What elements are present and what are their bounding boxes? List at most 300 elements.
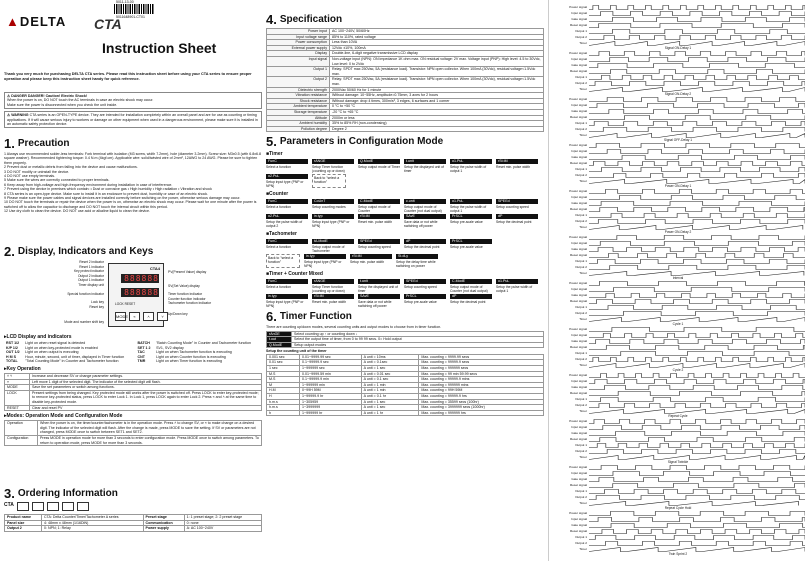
- signal-label: Gate signal: [571, 385, 587, 389]
- model-label: CTA4: [149, 266, 160, 271]
- signal-row: [551, 344, 805, 350]
- chart-caption: Cycle 2: [672, 368, 684, 372]
- signal-row: [551, 56, 805, 62]
- signal-row: [551, 22, 805, 28]
- signal-label: Reset signal: [569, 483, 587, 487]
- signal-waveform: [589, 477, 805, 482]
- signal-row: [551, 102, 805, 108]
- callout-label: PV(Present Value) display: [168, 270, 207, 274]
- signal-waveform: [589, 29, 805, 34]
- signal-label: Output 2: [575, 35, 587, 39]
- table-row: rAnGE Select counting up ↑ or counting down ↓: [267, 331, 544, 337]
- signal-waveform: [589, 41, 805, 46]
- timing-chart: [551, 280, 805, 326]
- timing-chart: [551, 142, 805, 188]
- signal-label: Timer: [579, 271, 587, 275]
- signal-waveform: [589, 253, 805, 258]
- signal-row: [551, 494, 805, 500]
- signal-label: Timer: [579, 547, 587, 551]
- ordering-table: [4, 514, 262, 532]
- table-row: OUT 1/2 Light on when output is executing TAC Light on when Tachometer function is executing: [6, 350, 232, 355]
- signal-waveform: [589, 109, 805, 114]
- order-box: [77, 502, 89, 511]
- signal-label: Gate signal: [571, 155, 587, 159]
- signal-waveform: [589, 529, 805, 534]
- signal-label: Output 2: [575, 541, 587, 545]
- signal-row: [551, 172, 805, 178]
- signal-waveform: [589, 133, 805, 138]
- chart-caption: Repeat Cycle Hold: [664, 506, 692, 510]
- table-row: 0.001 sec 0.01~9999.99 sec A unit = 10ms Max. counting = 9999.99 secs: [267, 354, 544, 360]
- signal-label: Gate signal: [571, 247, 587, 251]
- param-node: C.ModE Setup output mode of Counter: [358, 199, 400, 213]
- signal-row: [551, 476, 805, 482]
- table-row: h 1~999999 hr A unit = 1 hr Max. counting = 999999 hrs: [267, 410, 544, 416]
- table-row: Product name CTA: Delta Counter/Timer/Tachometer A series Preset stage 1: 1 preset stage; 2: 2 preset stage: [5, 515, 262, 521]
- signal-waveform: [589, 219, 805, 224]
- signal-row: [551, 34, 805, 40]
- param-node: in.typ Setup input type (PNP or NPN): [266, 294, 308, 308]
- signal-waveform: [589, 265, 805, 270]
- signal-row: [551, 68, 805, 74]
- signal-waveform: [589, 173, 805, 178]
- signal-row: [551, 534, 805, 540]
- timing-chart: [551, 464, 805, 510]
- param-node: o1.PuL Setup the pulse width of output 1: [496, 279, 538, 293]
- signal-waveform: [589, 35, 805, 40]
- signal-waveform: [589, 311, 805, 316]
- timer-flow: [266, 159, 544, 173]
- table-row: Q.ModE Setup output modes: [267, 342, 544, 348]
- param-node: C.ModE Setup output mode of Counter (not dual output): [450, 279, 492, 293]
- danger-title: DANGER! Caution! Electric Shock!: [27, 94, 88, 98]
- signal-label: Input signal: [571, 287, 587, 291]
- signal-label: Output 2: [575, 311, 587, 315]
- signal-row: [551, 326, 805, 332]
- param-node: PrSCL Setup pre-scale value: [450, 214, 492, 228]
- signal-waveform: [589, 379, 805, 384]
- signal-waveform: [589, 471, 805, 476]
- signal-label: Reset signal: [569, 207, 587, 211]
- shift-key[interactable]: «: [129, 312, 140, 321]
- signal-waveform: [589, 127, 805, 132]
- lcd-table: [4, 341, 262, 364]
- brand-logo: ▲DELTA: [6, 14, 67, 29]
- signal-row: [551, 50, 805, 56]
- list-item: 1 Always use recommended solder-less terminals: Fork terminal with isolation (M3 screw, width 7.2mm), hole (diameter 3.2mm). Screw size: M3x0.5 (with 6.8x6.8 square washer). Recommended tightening torque: 0.4 N.m (4kgf.cm). Applicable wire: solid/twisted wire of 2mm², 12AWG to 24 AWG. Please be sure to tighten them properly.: [4, 152, 262, 165]
- table-row: Input signal Non-voltage input (NPN): ON impedance 1K ohm max. ON residual voltage: 2V max. Voltage input (PNP): High level: 4.5 to 30Vdc, Low level: 0 to 2Vdc: [267, 56, 544, 66]
- param-node: Q.ModE Setup output mode of Timer: [358, 159, 400, 170]
- signal-label: Input signal: [571, 241, 587, 245]
- warning-label: WARNING: [11, 113, 29, 118]
- precaution-list: [4, 152, 262, 214]
- delta-triangle-icon: ▲: [6, 14, 20, 29]
- back-to-select-note: Back to "select a function": [266, 254, 300, 268]
- signal-row: [551, 350, 805, 356]
- signal-waveform: [589, 179, 805, 184]
- table-row: Configuration Press MODE in operation mode for more than 3 seconds to enter configuration mode. Press MODE once to switch among parameters. To return to operation mode, press MODE for more than 3 seconds.: [5, 435, 262, 445]
- signal-label: Output 2: [575, 403, 587, 407]
- precaution-section: [4, 136, 262, 214]
- signal-row: [551, 126, 805, 132]
- chart-caption: Repeat Cycle: [668, 414, 688, 418]
- callout-label: Counter function indicator: [168, 296, 206, 301]
- table-row: t.out Select the output time of timer, from 0 to 99 99 secs. 0= Hold output: [267, 337, 544, 343]
- signal-waveform: [589, 419, 805, 424]
- signal-label: Timer: [579, 41, 587, 45]
- param-node: FunC Select a function: [266, 279, 308, 293]
- tachometer-flow: [266, 239, 544, 253]
- signal-label: Input signal: [571, 11, 587, 15]
- signal-waveform: [589, 425, 805, 430]
- param-node: SPEEd Setup counting speed: [358, 239, 400, 253]
- timing-chart: [551, 510, 805, 556]
- table-row: Input voltage range 85% to 110%, rated voltage: [267, 34, 544, 40]
- callout-label: Special function indicator: [67, 292, 104, 296]
- timing-chart: [551, 326, 805, 372]
- signal-waveform: [589, 465, 805, 470]
- param-node: FunC Select a function: [266, 159, 308, 173]
- param-node: SPEEd Setup counting speed: [404, 279, 446, 293]
- table-row: LOCK Present settings from being changed. Key protected mode still works after the power is switched off. Press LOCK to enter key-protected mode; to remove key-protected status, press LOCK to enter Lock 1. In Lock 1, press LOCK again to enter Lock 2. Press « and ˄ at the same time to disable key-protected mode.: [5, 390, 262, 405]
- section-heading: 6. Timer Function: [266, 309, 352, 325]
- lcd-heading: ▸ LCD Display and indicators: [4, 334, 262, 341]
- modes-table: [4, 420, 262, 446]
- signal-row: [551, 522, 805, 528]
- table-row: Altitude 2000m or less: [267, 115, 544, 121]
- signal-label: Output 2: [575, 265, 587, 269]
- signal-row: [551, 80, 805, 86]
- signal-waveform: [589, 149, 805, 154]
- signal-row: [551, 448, 805, 454]
- param-node: o1.PuL Setup the pulse width of output 1: [450, 199, 492, 213]
- table-row: External power supply 12Vdc ±10%, 100mA: [267, 45, 544, 51]
- table-row: Operation When the power is on, the timer/counter/tachometer is in the operation mode. Press ˄ to change SV, or « to make change on a desired digit. The indicator of the selected digit will flash. After the change is made, press MODE to save the setting. If SV or parameters are not changed, press MODE once to switch between SET1 and SET2.: [5, 421, 262, 436]
- signal-waveform: [589, 63, 805, 68]
- table-row: Output 2 0: NPN; 1: Relay Power supply A: AC 100~240V: [5, 526, 262, 532]
- signal-label: Output 2: [575, 81, 587, 85]
- device-diagram: [4, 260, 262, 332]
- key-operation-heading: ▸ Key Operation: [4, 366, 262, 373]
- signal-row: [551, 528, 805, 534]
- signal-waveform: [589, 213, 805, 218]
- signal-waveform: [589, 431, 805, 436]
- product-code: 5011648901-CT01: [116, 15, 145, 19]
- danger-icon: ⚠: [7, 94, 11, 98]
- table-row: RESET Clear and reset PV: [5, 405, 262, 411]
- signal-label: Power signal: [569, 281, 587, 285]
- signal-label: Reset signal: [569, 161, 587, 165]
- signal-row: [551, 206, 805, 212]
- timer-range-table: [266, 331, 544, 349]
- param-node: o2.PuL Setup input type (PNP or NPN): [266, 174, 308, 188]
- signal-label: Timer: [579, 133, 587, 137]
- signal-waveform: [589, 523, 805, 528]
- signal-row: [551, 488, 805, 494]
- table-row: h.m.s 1~3999999 A unit = 1 sec Max. counting = 3999999 secs (1000hr): [267, 405, 544, 411]
- warning-icon: ⚠: [7, 113, 11, 118]
- signal-row: [551, 436, 805, 442]
- signal-waveform: [589, 69, 805, 74]
- param-node: rSt.tM Reset min. pulse width: [496, 159, 538, 173]
- signal-row: [551, 332, 805, 338]
- signal-label: Input signal: [571, 425, 587, 429]
- signal-row: [551, 258, 805, 264]
- section-heading: 5. Parameters in Configuration Mode: [266, 134, 444, 150]
- signal-waveform: [589, 443, 805, 448]
- signal-row: [551, 194, 805, 200]
- timing-chart: [551, 96, 805, 142]
- callout-label: Key protect indicator: [73, 269, 104, 273]
- signal-label: Output 1: [575, 351, 587, 355]
- signal-row: [551, 166, 805, 172]
- danger-label: DANGER: [11, 94, 27, 98]
- signal-waveform: [589, 81, 805, 86]
- signal-label: Input signal: [571, 517, 587, 521]
- signal-row: [551, 264, 805, 270]
- signal-row: [551, 212, 805, 218]
- table-row: Output 2 Relay: SPDT max 250Vac, 5A (resistance load). Transistor: NPN open collector. When 100mA (30Vdc), residual voltage<1.5Vdc max.: [267, 77, 544, 87]
- mode-key[interactable]: MODE: [116, 314, 128, 319]
- signal-label: Power signal: [569, 143, 587, 147]
- signal-waveform: [589, 409, 805, 414]
- table-row: M.S 0.01~9999.59 min A unit = 0.01 sec Max. counting = 99 min 59.99 secs: [267, 371, 544, 377]
- signal-row: [551, 464, 805, 470]
- signal-label: Timer: [579, 501, 587, 505]
- callout-label: Tachometer function indicator: [168, 301, 212, 305]
- signal-row: [551, 142, 805, 148]
- signal-row: [551, 252, 805, 258]
- signal-label: Output 1: [575, 75, 587, 79]
- signal-label: Gate signal: [571, 63, 587, 67]
- unit-heading: Setup the counting unit of the timer: [266, 349, 327, 354]
- signal-label: Power signal: [569, 5, 587, 9]
- signal-label: Timer: [579, 179, 587, 183]
- signal-label: Power signal: [569, 373, 587, 377]
- signal-waveform: [589, 167, 805, 172]
- signal-label: Power signal: [569, 465, 587, 469]
- signal-label: Timer: [579, 455, 587, 459]
- page-title: Instruction Sheet: [102, 40, 217, 56]
- chart-caption: Twin Sprint 2: [668, 552, 688, 556]
- signal-waveform: [589, 483, 805, 488]
- param-node: tA.ModE Setup output mode of Tachometer: [312, 239, 354, 253]
- signal-row: [551, 160, 805, 166]
- signal-waveform: [589, 357, 805, 362]
- signal-waveform: [589, 305, 805, 310]
- callout-label: Reset 1 indicator: [79, 264, 104, 269]
- param-node: dP Setup the decimal point: [404, 239, 446, 253]
- callout-label: Output 2 indicator: [77, 273, 104, 278]
- signal-row: [551, 442, 805, 448]
- signal-label: Gate signal: [571, 431, 587, 435]
- table-row: K/P 1/2 Light on when key-protected mode is enabled SET 1 2 SV1, SV2 display: [6, 345, 184, 350]
- signal-row: [551, 148, 805, 154]
- signal-row: [551, 200, 805, 206]
- signal-label: Output 1: [575, 121, 587, 125]
- signal-row: [551, 246, 805, 252]
- callout-label: SV(Set Value) display: [168, 284, 200, 288]
- timing-chart: [551, 50, 805, 96]
- signal-waveform: [589, 373, 805, 378]
- signal-row: [551, 240, 805, 246]
- timer-flow: [266, 174, 544, 188]
- timing-chart: [551, 418, 805, 464]
- signal-waveform: [589, 403, 805, 408]
- table-row: H M S Hour, minute, second, unit of timer, displayed in Timer function CNT Light on when Counter function is executing: [6, 354, 226, 359]
- signal-waveform: [589, 327, 805, 332]
- signal-row: [551, 424, 805, 430]
- table-row: TOTAL "Total Counting Mode" in Counter and Tachometer function TMR Light on when Timer function is executing: [6, 359, 222, 364]
- signal-row: [551, 4, 805, 10]
- signal-waveform: [589, 449, 805, 454]
- signal-label: Reset signal: [569, 115, 587, 119]
- param-node: rSt.tM Setup min. pulse width: [350, 254, 392, 268]
- signal-waveform: [589, 511, 805, 516]
- signal-waveform: [589, 299, 805, 304]
- list-item: 8 CTA series is an open-type device. Make sure to install it in an enclosure to prevent dust, humidity or case of an electric shock.: [4, 191, 209, 196]
- signal-waveform: [589, 489, 805, 494]
- table-row: Power consumption Less than 10VA: [267, 40, 544, 46]
- signal-label: Reset signal: [569, 437, 587, 441]
- signal-label: Reset signal: [569, 299, 587, 303]
- signal-waveform: [589, 293, 805, 298]
- timing-chart: [551, 188, 805, 234]
- list-item: 2 Prevent dust or metallic debris from falling into the device and cause malfunctions.: [4, 165, 138, 170]
- callout-label: Mode and number shift key: [64, 320, 104, 324]
- signal-label: Input signal: [571, 471, 587, 475]
- signal-row: [551, 418, 805, 424]
- signal-waveform: [589, 517, 805, 522]
- signal-waveform: [589, 259, 805, 264]
- signal-row: [551, 310, 805, 316]
- param-node: CoUnT Setup counting modes: [312, 199, 354, 213]
- signal-label: Input signal: [571, 57, 587, 61]
- device-front-panel: [108, 263, 164, 327]
- modes-heading: ▸ Modes: Operation Mode and Configuration Mode: [4, 413, 262, 420]
- left-column: [4, 0, 262, 561]
- order-prefix: CTA: [4, 502, 14, 508]
- table-row: Dielectric strength 2000Vac 50/60 Hz for 1 minute: [267, 87, 544, 93]
- table-row: MODE Save the set parameters or switch among functions.: [5, 385, 262, 391]
- signal-row: [551, 292, 805, 298]
- param-node: PrSCL Setup pre-scale value: [404, 294, 446, 308]
- param-node: rANGE Setup Timer function (counting up or down): [312, 159, 354, 173]
- signal-waveform: [589, 501, 805, 506]
- signal-row: [551, 114, 805, 120]
- chart-caption: Power ON-Delay 2: [664, 230, 692, 234]
- table-row: Output 1 Relay: SPDT max 250Vac, 5A (resistance load). Transistor: NPN open collector. When 100mA (30Vdc), residual voltage<1.5Vdc max.: [267, 67, 544, 77]
- signal-row: [551, 218, 805, 224]
- signal-label: Output 2: [575, 173, 587, 177]
- signal-label: Timer: [579, 317, 587, 321]
- table-row: Shock resistance Without damage: drop 4 times, 300m/s², 3 edges, 6 surfaces and 1 corner: [267, 98, 544, 104]
- table-row: Ambient temperature 0 °C to +50 °C: [267, 104, 544, 110]
- param-node: FunC Select a function: [266, 239, 308, 253]
- table-row: H 1~99999.9 hr A unit = 0.1 hr Max. counting = 99999.9 hrs: [267, 394, 544, 400]
- middle-column: [266, 0, 544, 561]
- signal-label: Power signal: [569, 419, 587, 423]
- signal-waveform: [589, 51, 805, 56]
- callout-label: Up/Down key: [168, 312, 188, 316]
- up-key[interactable]: ˄: [143, 312, 154, 321]
- param-node: o2.PuL Setup the pulse width of output 2: [266, 214, 308, 228]
- signal-label: Input signal: [571, 103, 587, 107]
- warning-box: [4, 111, 262, 128]
- callout-label: Lock key: [90, 300, 104, 304]
- table-row: Display Double-line, 6-digit negative transmissive LCD display: [267, 51, 544, 57]
- mixed-flow: [266, 279, 544, 293]
- table-row: 0.01 sec 0.1~99999.9 sec A unit = 0.1sec Max. counting = 99999.9 secs: [267, 360, 544, 366]
- signal-waveform: [589, 495, 805, 500]
- table-row: Storage temperature -20 °C to +65 °C: [267, 109, 544, 115]
- signal-waveform: [589, 57, 805, 62]
- signal-label: Power signal: [569, 235, 587, 239]
- signal-label: Gate signal: [571, 201, 587, 205]
- down-key[interactable]: ˅: [157, 312, 168, 321]
- signal-row: [551, 390, 805, 396]
- signal-label: Reset signal: [569, 69, 587, 73]
- table-row: Power input AC 100~240V, 50/60Hz: [267, 29, 544, 35]
- signal-row: [551, 378, 805, 384]
- signal-label: Power signal: [569, 51, 587, 55]
- signal-row: [551, 286, 805, 292]
- section-heading: 4. Specification: [266, 12, 343, 27]
- signal-label: Reset signal: [569, 253, 587, 257]
- ordering-section: [4, 486, 262, 532]
- table-row: « Left move 1 digit of the selected digit. The indicator of the selected digit will flash.: [5, 379, 262, 385]
- signal-waveform: [589, 23, 805, 28]
- table-row: Vibration resistance Without damage: 10~55Hz, amplitude=0.75mm, 3 axes for 2 hours: [267, 93, 544, 99]
- list-item: 12 Use dry cloth to clean the device. DO NOT use acid or alkaline liquid to clean the device.: [4, 209, 150, 214]
- signal-label: Input signal: [571, 149, 587, 153]
- signal-label: Output 2: [575, 219, 587, 223]
- table-row: H.M 0~99H 59M A unit = 1 min Max. counting = 99H 59M: [267, 388, 544, 394]
- signal-label: Output 2: [575, 127, 587, 131]
- chart-caption: Cycle 1: [672, 322, 684, 326]
- counter-flow: [266, 199, 544, 213]
- signal-waveform: [589, 115, 805, 120]
- list-item: 6 Keep away from high-voltage and high-frequency environment during installation in case of interference.: [4, 182, 173, 187]
- signal-row: [551, 154, 805, 160]
- signal-label: Gate signal: [571, 477, 587, 481]
- list-item: 10 DO NOT touch the terminals or repair the device when the power is on, otherwise an electric shock may occur. Please wait for one minute after the power is switched off to allow the capacitor to discharge and DO NOT touch the internal circuit within this period.: [4, 200, 257, 209]
- signal-waveform: [589, 455, 805, 460]
- signal-waveform: [589, 11, 805, 16]
- tachometer-flow: [266, 254, 544, 268]
- display-section: [4, 244, 262, 446]
- signal-waveform: [589, 317, 805, 322]
- signal-label: Timer: [579, 363, 587, 367]
- spec-table: [266, 28, 544, 132]
- param-node: c.unit Setup output mode of Counter (not dual output): [404, 199, 446, 213]
- signal-row: [551, 384, 805, 390]
- signal-row: [551, 304, 805, 310]
- signal-row: [551, 188, 805, 194]
- back-to-select-note: Back to "select a function": [312, 174, 346, 188]
- table-row: M 1~999999 min A unit = 1 min Max. counting = 999999 mins: [267, 382, 544, 388]
- signal-waveform: [589, 121, 805, 126]
- param-node: SAvE Save data or not while switching off power: [358, 294, 400, 308]
- param-node: in.typ Setup input type (PNP or NPN): [312, 214, 354, 228]
- signal-waveform: [589, 195, 805, 200]
- param-node: t.unit Setup the displayed unit of timer: [404, 159, 446, 173]
- signal-waveform: [589, 281, 805, 286]
- signal-label: Gate signal: [571, 17, 587, 21]
- signal-row: [551, 298, 805, 304]
- table-row: Pollution degree Degree 2: [267, 126, 544, 132]
- signal-waveform: [589, 201, 805, 206]
